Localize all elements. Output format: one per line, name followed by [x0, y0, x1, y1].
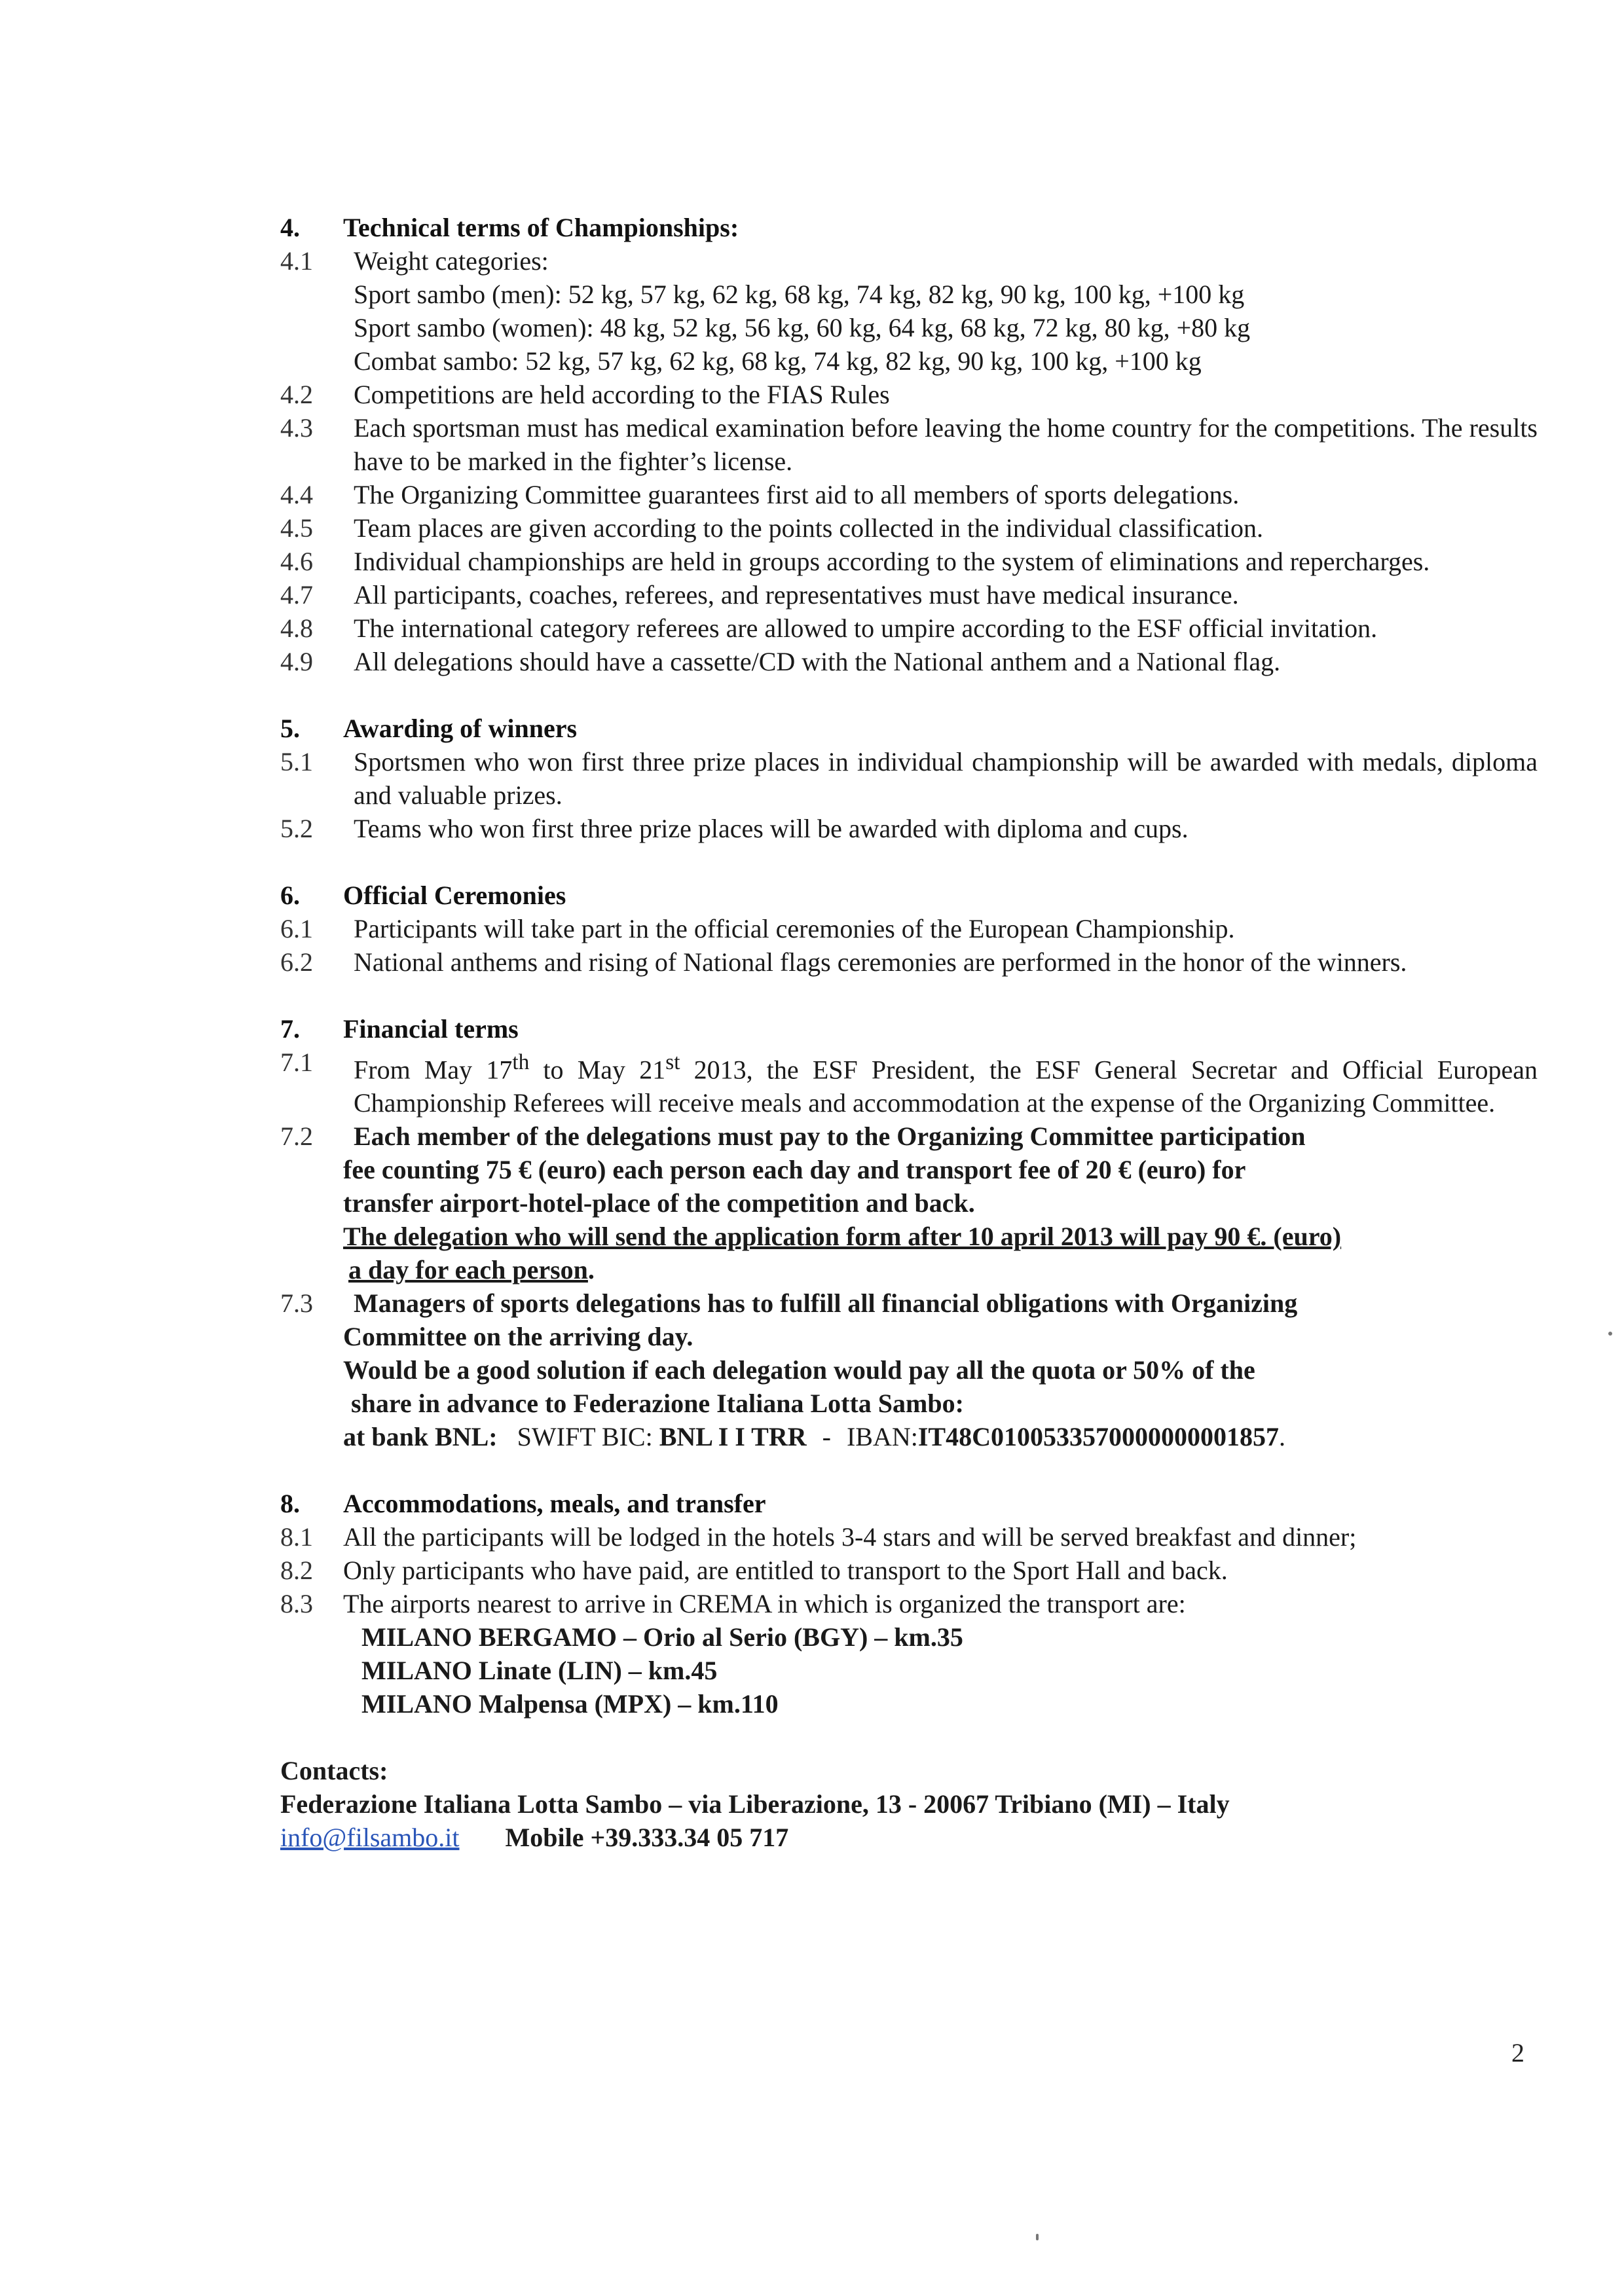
section-title: Official Ceremonies	[343, 881, 566, 910]
section-title: Financial terms	[343, 1014, 519, 1044]
email-link[interactable]: info@filsambo.it	[280, 1823, 460, 1853]
list-item	[280, 1587, 1538, 1620]
contacts-mobile: Mobile +39.333.34 05 717	[505, 1823, 789, 1853]
ordinal-suffix: st	[665, 1050, 680, 1074]
swift-label: SWIFT BIC:	[517, 1422, 653, 1452]
list-item	[280, 1520, 1538, 1554]
item-number: 8.1	[280, 1522, 313, 1552]
obligation-line: Committee on the arriving day.	[343, 1322, 693, 1352]
item-text-rest: 2013, the ESF President, the ESF General Secretar and Official European Championship Referees will receive meals and accommodation at the expense of the Organizing Committee.	[354, 1055, 1538, 1118]
payment-line: share in advance to Federazione Italiana Lotta Sambo:	[351, 1389, 964, 1419]
section-financial-terms	[280, 1012, 1538, 1453]
airport-line: MILANO BERGAMO – Orio al Serio (BGY) – km.35	[361, 1622, 963, 1652]
list-item	[280, 244, 1538, 278]
section-heading	[280, 879, 1538, 912]
list-item	[280, 611, 1538, 645]
item-text: Participants will take part in the official ceremonies of the European Championship.	[354, 914, 1235, 943]
weight-line-combat: Combat sambo: 52 kg, 57 kg, 62 kg, 68 kg, 74 kg, 82 kg, 90 kg, 100 kg, +100 kg	[354, 346, 1202, 376]
document-body	[280, 211, 1538, 1854]
section-number: 6.	[280, 881, 300, 910]
weight-line-women: Sport sambo (women): 48 kg, 52 kg, 56 kg, 60 kg, 64 kg, 68 kg, 72 kg, 80 kg, +80 kg	[354, 313, 1251, 342]
section-number: 4.	[280, 213, 300, 242]
section-number: 8.	[280, 1489, 300, 1519]
contacts-title: Contacts:	[280, 1756, 388, 1786]
item-number: 8.3	[280, 1589, 313, 1619]
list-item	[280, 945, 1538, 979]
item-number: 4.5	[280, 513, 313, 543]
list-item	[280, 645, 1538, 678]
section-heading	[280, 712, 1538, 745]
section-title: Accommodations, meals, and transfer	[343, 1489, 766, 1519]
scan-speck	[1036, 2234, 1039, 2240]
item-number: 5.2	[280, 814, 313, 843]
separator-dash: -	[822, 1422, 831, 1452]
item-number: 4.3	[280, 413, 313, 443]
iban-end: .	[1278, 1422, 1285, 1452]
item-text: Competitions are held according to the FIAS Rules	[354, 380, 890, 409]
bank-label: at bank BNL:	[343, 1422, 498, 1452]
item-number: 7.2	[280, 1121, 313, 1152]
section-technical-terms	[280, 211, 1538, 678]
airport-line: MILANO Malpensa (MPX) – km.110	[361, 1689, 779, 1719]
section-accommodations	[280, 1487, 1538, 1721]
contacts-block	[280, 1754, 1538, 1854]
list-item	[280, 411, 1538, 478]
list-item	[280, 1554, 1538, 1587]
item-text: All participants, coaches, referees, and representatives must have medical insurance.	[354, 580, 1239, 610]
item-number: 7.1	[280, 1048, 313, 1077]
item-text: The Organizing Committee guarantees first aid to all members of sports delegations.	[354, 480, 1240, 509]
late-fee-end: .	[587, 1255, 595, 1285]
item-text: Each sportsman must has medical examination before leaving the home country for the competitions. The results have to be marked in the fighter’s license.	[354, 413, 1538, 476]
swift-value: BNL I I TRR	[659, 1422, 807, 1452]
item-text: The international category referees are allowed to umpire according to the ESF official invitation.	[354, 613, 1378, 643]
item-text: All delegations should have a cassette/CD with the National anthem and a National flag.	[354, 647, 1281, 676]
item-number: 4.1	[280, 246, 313, 276]
item-number: 4.9	[280, 647, 313, 676]
airport-line: MILANO Linate (LIN) – km.45	[361, 1656, 718, 1686]
payment-line: Would be a good solution if each delegation would pay all the quota or 50% of the	[343, 1355, 1255, 1385]
contacts-email-row	[280, 1821, 1538, 1854]
item-number: 6.2	[280, 947, 313, 977]
section-heading	[280, 1012, 1538, 1046]
section-heading	[280, 211, 1538, 244]
late-fee-line	[280, 1253, 1538, 1286]
section-title: Technical terms of Championships:	[343, 213, 739, 242]
item-text: Team places are given according to the points collected in the individual classification.	[354, 513, 1263, 543]
page-number: 2	[1511, 2038, 1524, 2068]
item-number: 4.8	[280, 613, 313, 643]
list-item	[280, 545, 1538, 578]
list-item	[280, 478, 1538, 511]
item-text: Each member of the delegations must pay to the Organizing Committee participation	[354, 1121, 1306, 1152]
weight-line-men: Sport sambo (men): 52 kg, 57 kg, 62 kg, 68 kg, 74 kg, 82 kg, 90 kg, 100 kg, +100 kg	[354, 280, 1245, 309]
item-text: The airports nearest to arrive in CREMA in which is organized the transport are:	[343, 1589, 1186, 1619]
fee-line: fee counting 75 € (euro) each person each day and transport fee of 20 € (euro) for	[343, 1155, 1246, 1185]
section-title: Awarding of winners	[343, 714, 578, 743]
section-heading	[280, 1487, 1538, 1520]
list-item	[280, 511, 1538, 545]
item-number: 4.4	[280, 480, 313, 509]
item-text: Weight categories:	[354, 246, 549, 276]
item-text: Teams who won first three prize places will be awarded with diploma and cups.	[354, 814, 1189, 843]
section-number: 5.	[280, 714, 300, 743]
list-item	[280, 1046, 1538, 1120]
item-number: 4.6	[280, 547, 313, 576]
late-fee-text: a day for each person	[348, 1255, 588, 1285]
item-text	[354, 1046, 1538, 1120]
list-item	[280, 378, 1538, 411]
iban-label: IBAN:	[846, 1422, 918, 1452]
list-item	[280, 578, 1538, 611]
bank-details-line	[280, 1420, 1538, 1453]
contacts-address: Federazione Italiana Lotta Sambo – via Liberazione, 13 - 20067 Tribiano (MI) – Italy	[280, 1789, 1230, 1819]
section-number: 7.	[280, 1014, 300, 1044]
section-ceremonies	[280, 879, 1538, 979]
section-awarding	[280, 712, 1538, 845]
late-fee-line: The delegation who will send the application form after 10 april 2013 will pay 90 €. (euro)	[343, 1222, 1342, 1252]
list-item	[280, 812, 1538, 845]
item-text: Individual championships are held in groups according to the system of eliminations and repercharges.	[354, 547, 1430, 576]
item-number: 6.1	[280, 914, 313, 943]
date-end-text: to May 21	[529, 1055, 666, 1085]
item-text: Only participants who have paid, are entitled to transport to the Sport Hall and back.	[343, 1556, 1228, 1586]
item-number: 4.2	[280, 380, 313, 409]
list-item	[280, 1286, 1538, 1320]
item-text: Managers of sports delegations has to fulfill all financial obligations with Organizing	[354, 1288, 1298, 1319]
list-item	[280, 745, 1538, 812]
ordinal-suffix: th	[512, 1050, 530, 1074]
list-item	[280, 912, 1538, 945]
item-text: Sportsmen who won first three prize places in individual championship will be awarded with medals, diploma and valuable prizes.	[354, 747, 1538, 810]
item-text: National anthems and rising of National flags ceremonies are performed in the honor of the winners.	[354, 947, 1407, 977]
item-text: All the participants will be lodged in the hotels 3-4 stars and will be served breakfast and dinner;	[343, 1522, 1357, 1552]
scan-speck	[1608, 1332, 1612, 1336]
date-start-text: From May 17	[354, 1055, 513, 1085]
item-number: 8.2	[280, 1556, 313, 1586]
item-number: 4.7	[280, 580, 313, 610]
fee-line: transfer airport-hotel-place of the competition and back.	[343, 1188, 975, 1218]
item-number: 7.3	[280, 1288, 313, 1319]
item-number: 5.1	[280, 747, 313, 776]
list-item	[280, 1120, 1538, 1153]
iban-value: IT48C0100533570000000001857	[917, 1422, 1279, 1452]
